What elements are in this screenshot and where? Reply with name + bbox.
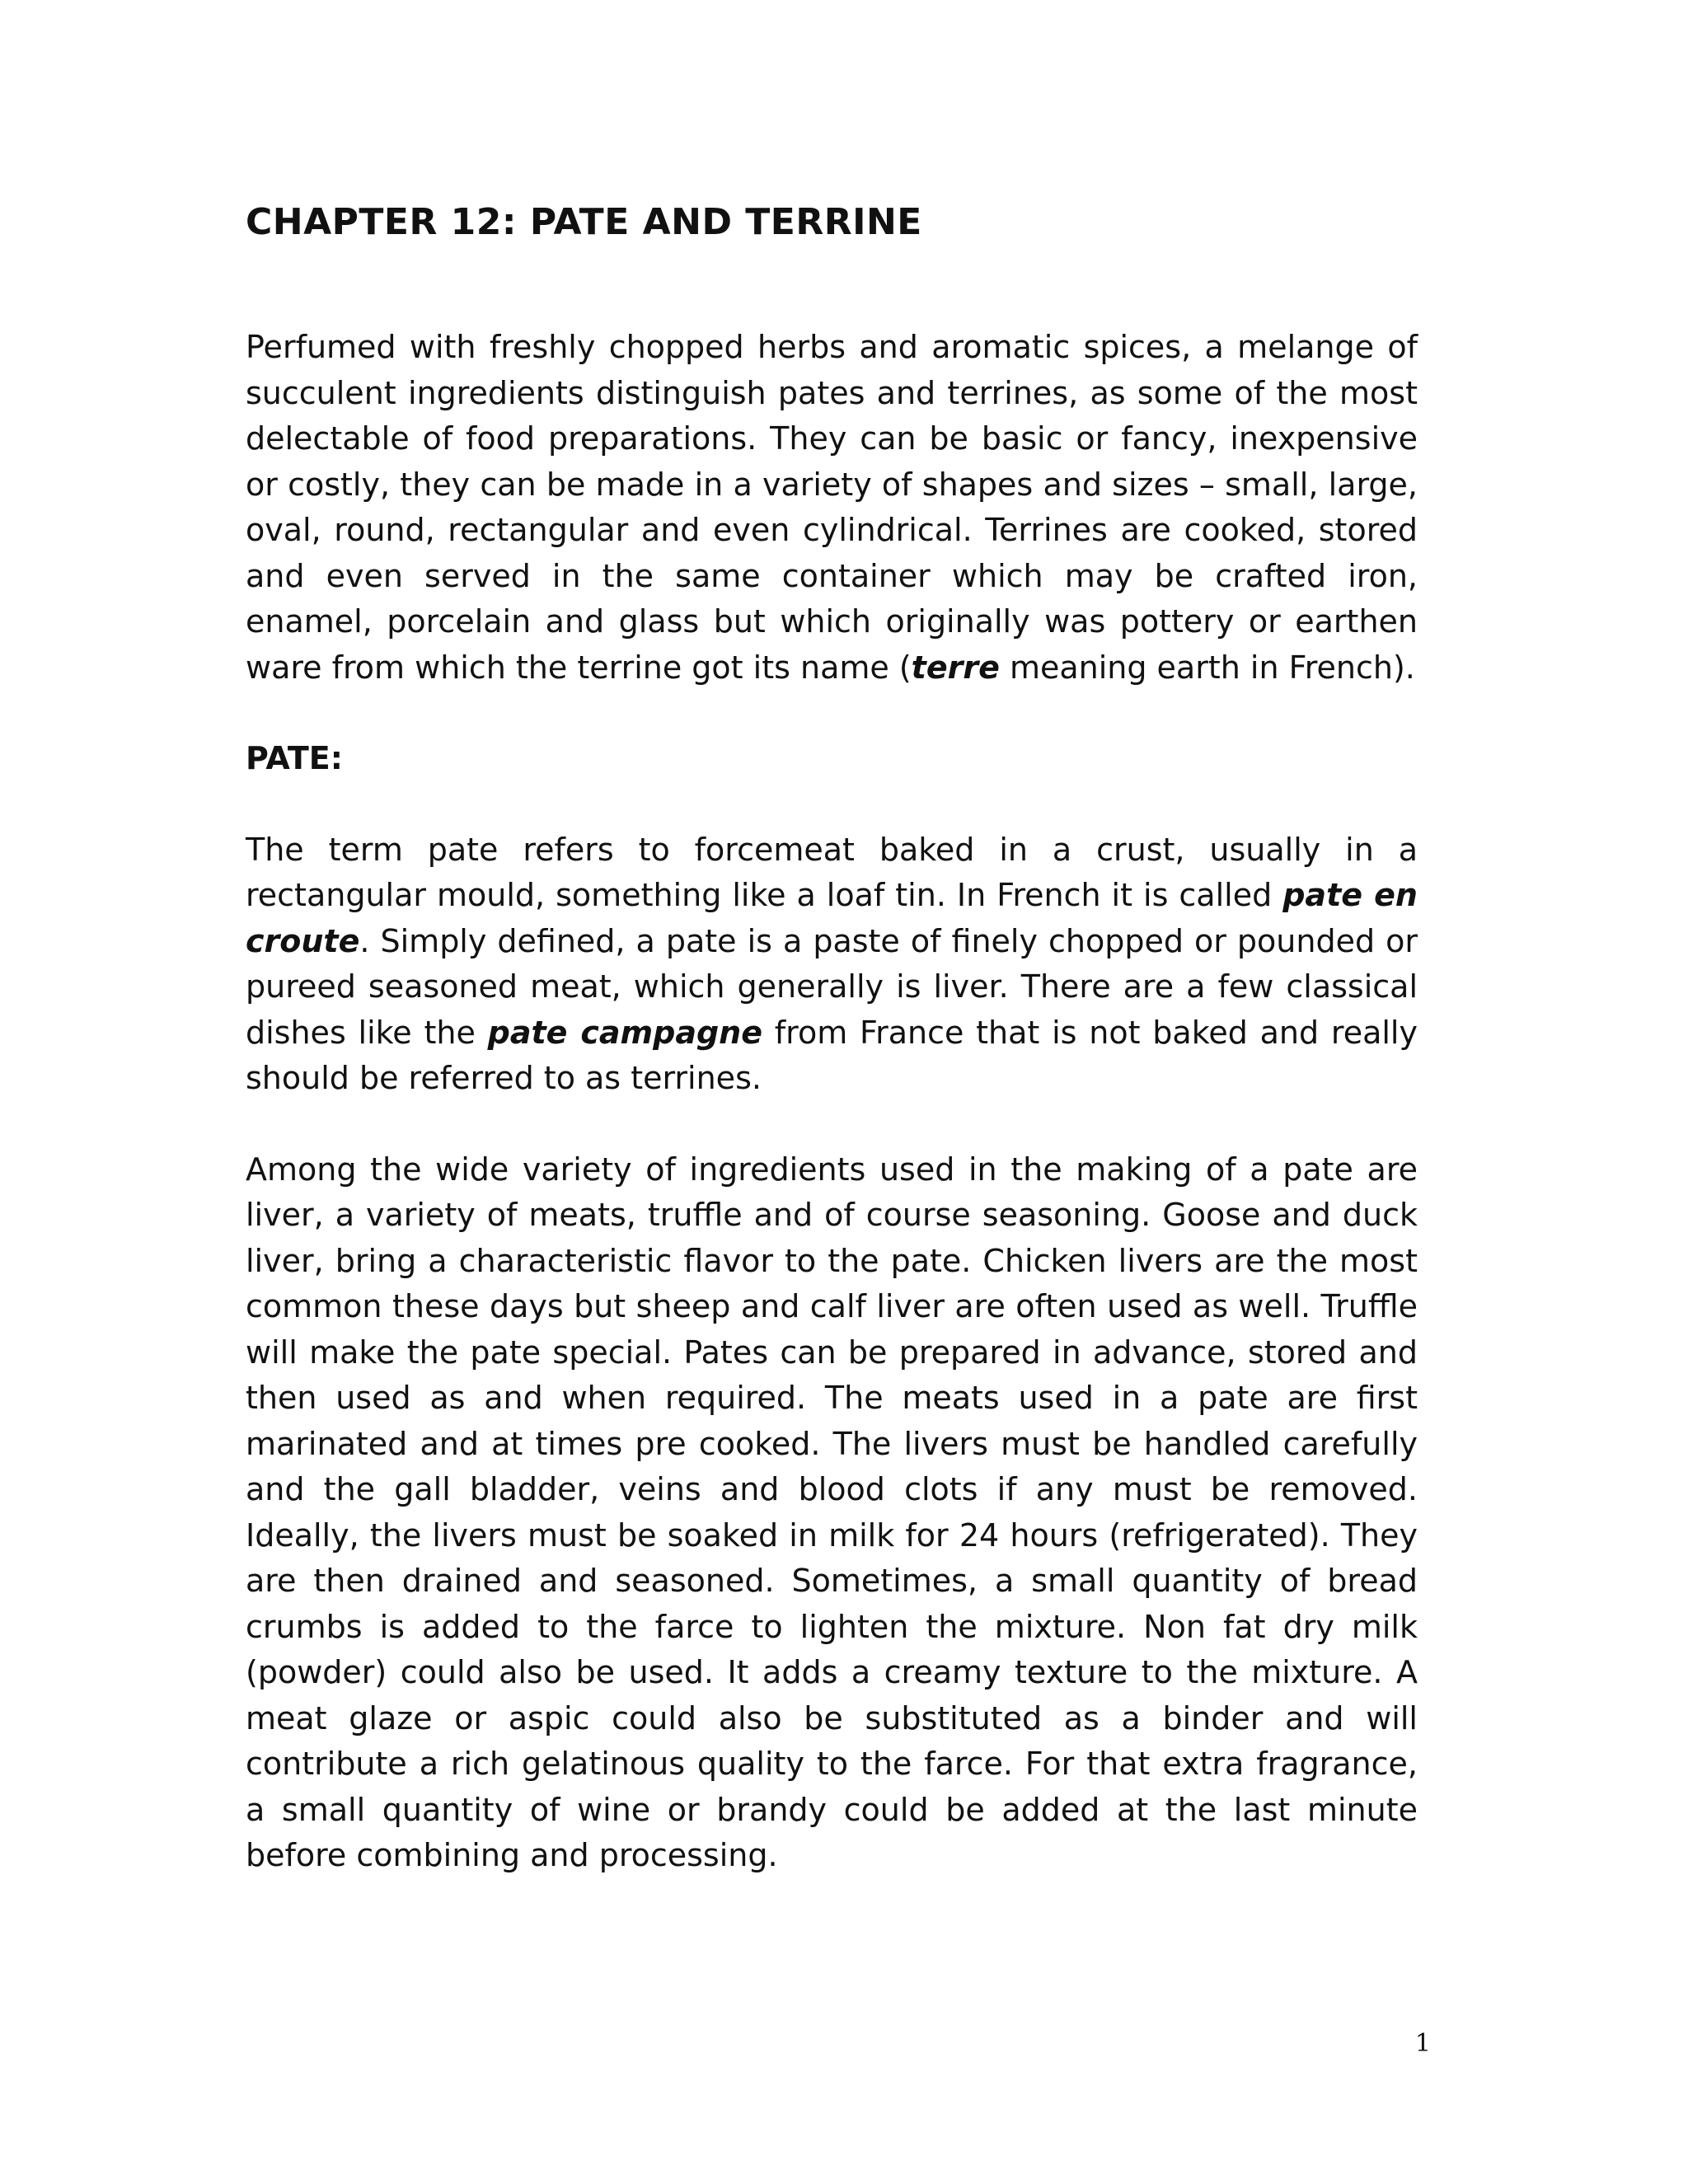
intro-paragraph: [246, 325, 1418, 691]
pate-ingredients-paragraph: Among the wide variety of ingredients used in the making of a pate are liver, a variety of meats, truffle and of course seasoning. Goose and duck liver, bring a characteristic flavor to the pate. Chicken livers are the most common these days but sheep and calf liver are often used as well. Truffle will make the pate special. Pates can be prepared in advance, stored and then used as and when required. The meats used in a pate are first marinated and at times pre cooked. The livers must be handled carefully and the gall bladder, veins and blood clots if any must be removed. Ideally, the livers must be soaked in milk for 24 hours (refrigerated). They are then drained and seasoned. Sometimes, a small quantity of bread crumbs is added to the farce to lighten the mixture. Non fat dry milk (powder) could also be used. It adds a creamy texture to the mixture. A meat glaze or aspic could also be substituted as a binder and will contribute a rich gelatinous quality to the farce. For that extra fragrance, a small quantity of wine or brandy could be added at the last minute before combining and processing.: [246, 1151, 1418, 1873]
term-pate-en-croute: pate en croute: [246, 877, 1418, 959]
intro-text-2: meaning earth in French).: [999, 649, 1415, 686]
term-pate-campagne: pate campagne: [487, 1014, 762, 1051]
pate-para1-text-3: from France that is not baked and really should be referred to as terrines.: [246, 1014, 1418, 1096]
intro-text-1: Perfumed with freshly chopped herbs and aromatic spices, a melange of succulent ingredients distinguish pates and terrines, as some of the most delectable of food preparations. They can be basic or fancy, inexpensive or costly, they can be made in a variety of shapes and sizes – small, large, oval, round, rectangular and even cylindrical. Terrines are cooked, stored and even served in the same container which may be crafted iron, enamel, porcelain and glass but which originally was pottery or earthen ware from which the terrine got its name (: [246, 329, 1418, 686]
pate-definition-paragraph: [246, 827, 1418, 1102]
page-number: 1: [1414, 2029, 1431, 2058]
term-terre: terre: [911, 649, 1000, 686]
section-heading-pate: PATE:: [246, 740, 343, 776]
chapter-title: CHAPTER 12: PATE AND TERRINE: [246, 201, 922, 243]
pate-para1-text-2: . Simply defined, a pate is a paste of finely chopped or pounded or pureed seasoned meat, which generally is liver. There are a few classical dishes like the: [246, 922, 1418, 1051]
page-content: [246, 198, 1418, 1879]
pate-para1-text-1: The term pate refers to forcemeat baked in a crust, usually in a rectangular mould, something like a loaf tin. In French it is called: [246, 831, 1418, 913]
